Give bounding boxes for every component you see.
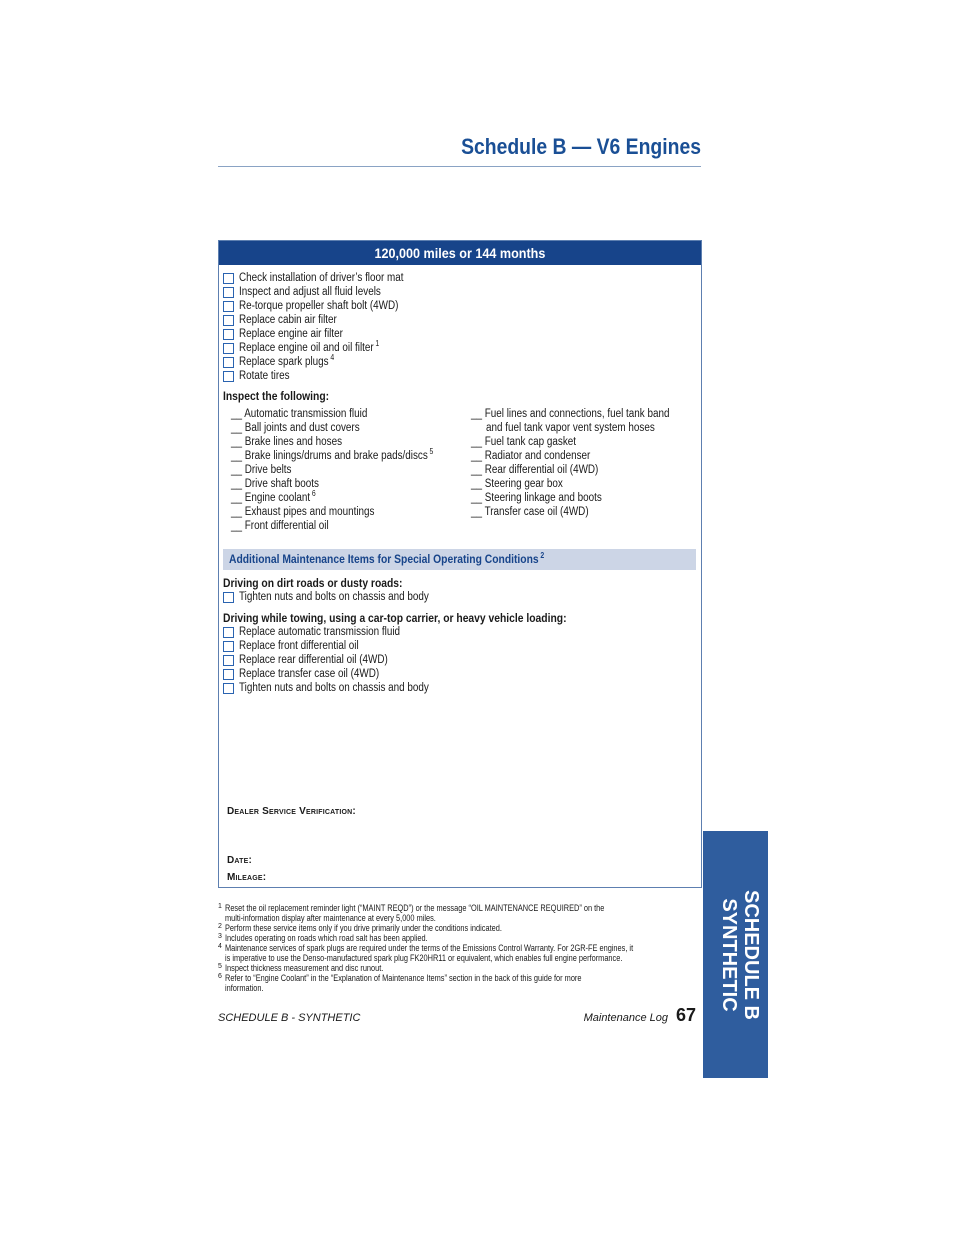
footnote-ref: 4 — [330, 353, 335, 363]
checklist-item-label: Rotate tires — [239, 370, 290, 382]
checklist-item[interactable] — [223, 341, 430, 355]
footnote-ref: 2 — [540, 551, 545, 560]
checklist-item[interactable] — [223, 327, 430, 341]
dealer-verification-label: Dealer Service Verification: — [227, 806, 356, 817]
checkbox[interactable] — [223, 641, 234, 652]
footnote: 6 Refer to “Engine Coolant” in the “Explanation of Maintenance Items” section in the back of this guide for more information. — [218, 973, 582, 993]
footnote-ref: 1 — [375, 339, 380, 349]
checkbox[interactable] — [223, 357, 234, 368]
footer-log-label: Maintenance Log — [583, 1012, 668, 1024]
mileage-label: Mileage: — [227, 872, 267, 883]
condition-heading: Driving while towing, using a car-top carrier, or heavy vehicle loading: — [223, 611, 567, 625]
checklist-item-label: Check installation of driver’s floor mat — [239, 272, 404, 284]
inspect-item: __ Automatic transmission fluid — [231, 408, 368, 420]
checklist-item[interactable] — [223, 313, 430, 327]
checkbox[interactable] — [223, 273, 234, 284]
inspect-item: __ Rear differential oil (4WD) — [471, 464, 599, 476]
checkbox[interactable] — [223, 315, 234, 326]
inspect-item: __ Transfer case oil (4WD) — [471, 506, 589, 518]
inspect-item: __ Front differential oil — [231, 520, 329, 532]
interval-header-text: 120,000 miles or 144 months — [374, 245, 546, 261]
footnotes — [218, 903, 702, 993]
inspect-item: __ Exhaust pipes and mountings — [231, 506, 375, 518]
checkbox[interactable] — [223, 287, 234, 298]
checkbox[interactable] — [223, 592, 234, 603]
footer-section-label: SCHEDULE B - SYNTHETIC — [218, 1012, 361, 1024]
checklist-item-label: Replace engine oil and oil filter — [239, 342, 374, 354]
inspect-item: __ Fuel tank cap gasket — [471, 436, 577, 448]
footnote: 5 Inspect thickness measurement and disc runout. — [218, 963, 384, 973]
checklist-item-label: Replace transfer case oil (4WD) — [239, 668, 380, 680]
checklist-item-label: Tighten nuts and bolts on chassis and body — [239, 591, 429, 603]
checkbox[interactable] — [223, 329, 234, 340]
page-number: 67 — [676, 1005, 697, 1025]
checklist-item-label: Inspect and adjust all fluid levels — [239, 286, 381, 298]
inspect-item: __ Radiator and condenser — [471, 450, 591, 462]
checklist-item[interactable] — [223, 285, 430, 299]
footnote: 4 Maintenance services of spark plugs are required under the terms of the Emissions Control Warranty. For 2GR-FE engines, it is imperative to use the Denso-manufactured spark plug FK20HR11 or equivalent, which enables full engine performance. — [218, 943, 634, 963]
inspect-item: __ Engine coolant $^6$ — [231, 489, 316, 504]
footnote: 1 Reset the oil replacement reminder light (“MAINT REQD”) or the message “OIL MAINTENANCE REQUIRED” on the multi-information display after maintenance at every 5,000 miles. — [218, 903, 605, 923]
checklist-item[interactable] — [223, 590, 460, 604]
footnote: 2 Perform these service items only if you drive primarily under the conditions indicated. — [218, 923, 502, 933]
service-checklist — [223, 271, 430, 383]
condition-dusty-roads — [223, 576, 460, 604]
date-label: Date: — [227, 855, 253, 866]
side-tab-line1: SCHEDULE B — [740, 889, 762, 1020]
checklist-item[interactable] — [223, 299, 430, 313]
condition-heading: Driving on dirt roads or dusty roads: — [223, 576, 403, 590]
checklist-item-label: Re-torque propeller shaft bolt (4WD) — [239, 300, 399, 312]
checklist-item-label: Replace rear differential oil (4WD) — [239, 654, 388, 666]
side-tab-label — [702, 845, 762, 1065]
checklist-item-label: Replace automatic transmission fluid — [239, 626, 401, 638]
checklist-item[interactable] — [223, 355, 430, 369]
inspect-heading: Inspect the following: — [223, 389, 330, 403]
condition-towing — [223, 611, 622, 695]
checklist-item[interactable] — [223, 667, 622, 681]
inspect-item: __ Brake lines and hoses — [231, 436, 343, 448]
checklist-item[interactable] — [223, 681, 622, 695]
footnote: 3 Includes operating on roads which road salt has been applied. — [218, 933, 428, 943]
checklist-item-label: Replace cabin air filter — [239, 314, 337, 326]
checklist-item-label: Replace engine air filter — [239, 328, 343, 340]
page-title: Schedule B — V6 Engines — [461, 134, 701, 159]
checklist-item-label: Replace front differential oil — [239, 640, 359, 652]
title-divider — [218, 166, 701, 167]
side-tab-line2: SYNTHETIC — [718, 898, 740, 1012]
checklist-item-label: Tighten nuts and bolts on chassis and body — [239, 682, 429, 694]
checkbox[interactable] — [223, 301, 234, 312]
inspect-item: __ Steering gear box — [471, 478, 563, 490]
inspect-item: __ Drive shaft boots — [231, 478, 319, 490]
inspect-item: __ Steering linkage and boots — [471, 492, 602, 504]
inspect-list-right — [471, 407, 701, 519]
checkbox[interactable] — [223, 343, 234, 354]
inspect-item: __ Brake linings/drums and brake pads/discs $^5$ — [231, 447, 434, 462]
footnote-ref: 6 — [311, 489, 316, 499]
inspect-list-left — [231, 407, 471, 533]
checkbox[interactable] — [223, 371, 234, 382]
maintenance-interval-box — [218, 240, 702, 888]
special-conditions-heading: Additional Maintenance Items for Special Operating Conditions $^2$ — [223, 549, 696, 570]
checklist-item[interactable] — [223, 369, 430, 383]
checklist-item[interactable] — [223, 271, 430, 285]
checklist-item-label: Replace spark plugs — [239, 356, 329, 368]
checklist-item[interactable] — [223, 639, 622, 653]
inspect-item: __ Drive belts — [231, 464, 292, 476]
checkbox[interactable] — [223, 683, 234, 694]
inspect-item: __ Fuel lines and connections, fuel tank band — [471, 408, 670, 420]
checklist-item[interactable] — [223, 625, 622, 639]
checkbox[interactable] — [223, 669, 234, 680]
checkbox[interactable] — [223, 655, 234, 666]
checkbox[interactable] — [223, 627, 234, 638]
interval-header — [219, 241, 701, 265]
footnote-ref: 5 — [429, 447, 434, 457]
inspect-item: __ Ball joints and dust covers — [231, 422, 360, 434]
inspect-item-continued: and fuel tank vapor vent system hoses — [486, 422, 655, 434]
checklist-item[interactable] — [223, 653, 622, 667]
